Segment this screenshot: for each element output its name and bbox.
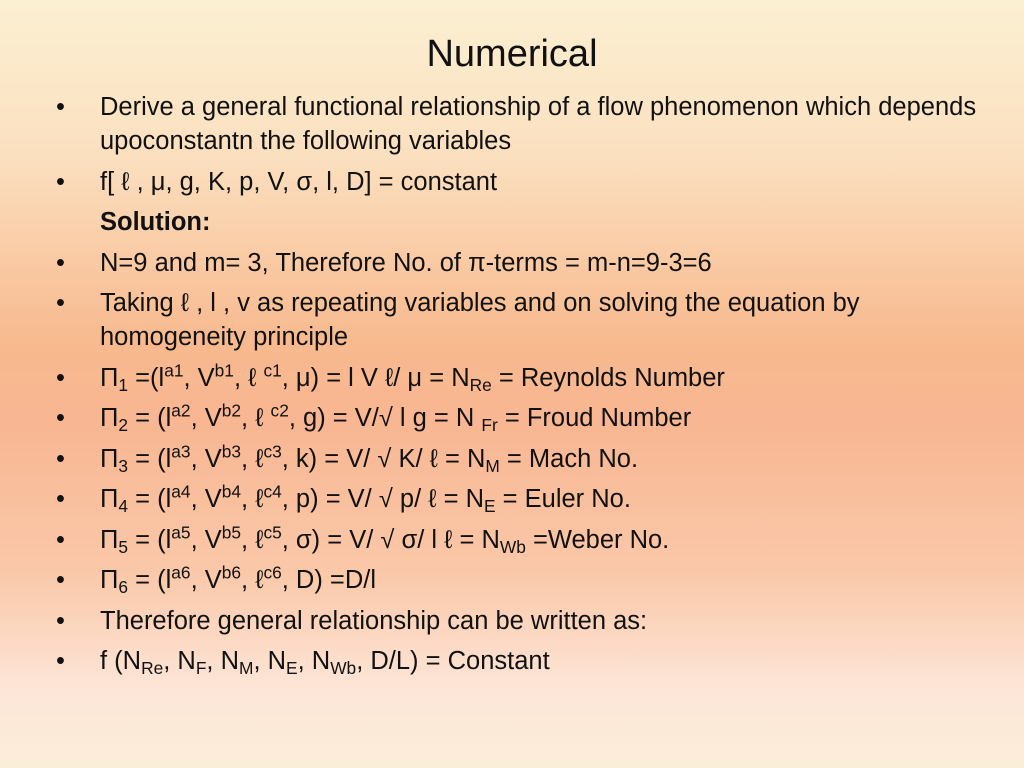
number-subscript: Wb bbox=[499, 536, 526, 557]
pi-index: 2 bbox=[118, 414, 129, 435]
number-subscript: Fr bbox=[481, 414, 498, 435]
pi-text: , V bbox=[190, 444, 222, 473]
pi-index: 4 bbox=[118, 495, 129, 516]
exponent: c6 bbox=[263, 562, 282, 583]
exponent: a3 bbox=[171, 440, 191, 461]
pi-text: , p) = V/ √ p/ ℓ = N bbox=[281, 485, 484, 513]
list-item bbox=[56, 90, 986, 158]
pi-text: , V bbox=[190, 404, 222, 432]
pi-term-3 bbox=[56, 442, 986, 476]
pi-symbol: Π bbox=[100, 485, 119, 513]
pi-text: = Euler No. bbox=[495, 485, 631, 513]
pi-index: 5 bbox=[118, 536, 129, 557]
exponent: a1 bbox=[164, 359, 184, 380]
pi-symbol: Π bbox=[100, 404, 119, 432]
pi-term-2 bbox=[56, 401, 986, 435]
exponent: a5 bbox=[171, 521, 191, 542]
number-subscript: Re bbox=[141, 657, 164, 678]
number-subscript: Re bbox=[469, 374, 492, 395]
pi-text: , g) = V/√ l g = N bbox=[288, 404, 482, 432]
exponent: b2 bbox=[221, 400, 242, 421]
solution-heading-row bbox=[56, 205, 986, 239]
pi-text: , D) =D/l bbox=[281, 566, 376, 594]
final-relationship bbox=[56, 644, 986, 678]
exponent: a2 bbox=[171, 400, 191, 421]
bullet-icon bbox=[56, 482, 76, 516]
pi-text: , ℓ bbox=[241, 525, 264, 554]
pi-term-4 bbox=[56, 482, 986, 516]
pi-text: = (l bbox=[128, 566, 172, 594]
fn-text: , N bbox=[253, 647, 287, 675]
pi-text: , k) = V/ √ K/ ℓ = N bbox=[281, 444, 486, 473]
pi-text: , V bbox=[190, 485, 222, 513]
pi-text: , σ) = V/ √ σ/ l ℓ = N bbox=[281, 525, 500, 554]
exponent: a6 bbox=[171, 562, 191, 583]
general-relationship-intro: Therefore general relationship can be written as: bbox=[100, 606, 648, 635]
pi-text: , ℓ bbox=[241, 404, 271, 432]
fn-text: , D/L) = Constant bbox=[356, 647, 550, 675]
exponent: c2 bbox=[270, 400, 289, 421]
pi-text: , V bbox=[183, 363, 215, 392]
pi-text: , ℓ bbox=[241, 444, 264, 473]
exponent: c5 bbox=[263, 521, 282, 542]
bullet-icon bbox=[56, 563, 76, 597]
pi-text: = Froud Number bbox=[497, 404, 692, 432]
number-subscript: Wb bbox=[330, 657, 357, 678]
fn-text: f (N bbox=[100, 647, 142, 675]
pi-term-6 bbox=[56, 563, 986, 597]
list-item bbox=[56, 286, 986, 354]
pi-text: , V bbox=[190, 525, 222, 554]
bullet-icon bbox=[56, 165, 76, 199]
bullet-icon bbox=[56, 246, 76, 280]
pi-text: , ℓ bbox=[233, 363, 264, 392]
bullet-list bbox=[56, 90, 986, 685]
exponent: b6 bbox=[221, 562, 242, 583]
list-item bbox=[56, 246, 986, 280]
exponent: c4 bbox=[263, 481, 282, 502]
list-item bbox=[56, 604, 986, 638]
pi-text: , V bbox=[190, 566, 222, 594]
pi-text: = (l bbox=[128, 485, 172, 513]
exponent: b5 bbox=[221, 521, 242, 542]
pi-text: = (l bbox=[128, 444, 172, 473]
bullet-icon bbox=[56, 644, 76, 678]
bullet-icon bbox=[56, 90, 76, 124]
bullet-icon bbox=[56, 361, 76, 395]
pi-text: =Weber No. bbox=[525, 525, 670, 554]
pi-index: 6 bbox=[118, 576, 129, 597]
exponent: a4 bbox=[171, 481, 191, 502]
slide-title: Numerical bbox=[426, 33, 598, 75]
pi-text: , μ) = l V ℓ/ μ = N bbox=[281, 363, 470, 392]
number-subscript: F bbox=[195, 657, 207, 678]
number-subscript: M bbox=[485, 455, 500, 476]
pi-symbol: Π bbox=[100, 444, 119, 473]
number-subscript: E bbox=[484, 495, 496, 516]
repeating-variables: Taking ℓ , l , v as repeating variables and on solving the equation by homogeneity principle bbox=[100, 289, 860, 351]
exponent: c3 bbox=[263, 440, 282, 461]
exponent: c1 bbox=[263, 359, 282, 380]
bullet-icon bbox=[56, 401, 76, 435]
list-item bbox=[56, 165, 986, 199]
pi-text: = (l bbox=[128, 525, 172, 554]
problem-statement: Derive a general functional relationship of a flow phenomenon which depends upoconstantn the following variables bbox=[100, 93, 977, 155]
fn-text: , N bbox=[297, 647, 331, 675]
pi-term-count: N=9 and m= 3, Therefore No. of π-terms = m-n=9-3=6 bbox=[100, 248, 712, 277]
pi-text: =(l bbox=[128, 363, 165, 392]
bullet-icon bbox=[56, 523, 76, 557]
pi-term-1 bbox=[56, 361, 986, 395]
exponent: b3 bbox=[221, 440, 242, 461]
pi-text: , ℓ bbox=[241, 485, 264, 513]
exponent: b4 bbox=[221, 481, 242, 502]
number-subscript: M bbox=[239, 657, 254, 678]
bullet-icon bbox=[56, 604, 76, 638]
pi-term-5 bbox=[56, 523, 986, 557]
variables-function: f[ ℓ , μ, g, K, p, V, σ, l, D] = constant bbox=[100, 167, 498, 196]
pi-text: = Reynolds Number bbox=[491, 363, 725, 392]
pi-index: 3 bbox=[118, 455, 129, 476]
pi-symbol: Π bbox=[100, 566, 119, 594]
solution-heading: Solution: bbox=[100, 208, 211, 236]
bullet-icon bbox=[56, 442, 76, 476]
fn-text: , N bbox=[206, 647, 240, 675]
pi-symbol: Π bbox=[100, 363, 119, 392]
pi-text: = Mach No. bbox=[499, 444, 639, 473]
number-subscript: E bbox=[286, 657, 298, 678]
fn-text: , N bbox=[163, 647, 196, 675]
pi-index: 1 bbox=[118, 374, 129, 395]
exponent: b1 bbox=[214, 359, 234, 380]
pi-text: = (l bbox=[128, 404, 172, 432]
bullet-icon bbox=[56, 286, 76, 320]
pi-text: , ℓ bbox=[241, 566, 264, 594]
pi-symbol: Π bbox=[100, 525, 119, 554]
